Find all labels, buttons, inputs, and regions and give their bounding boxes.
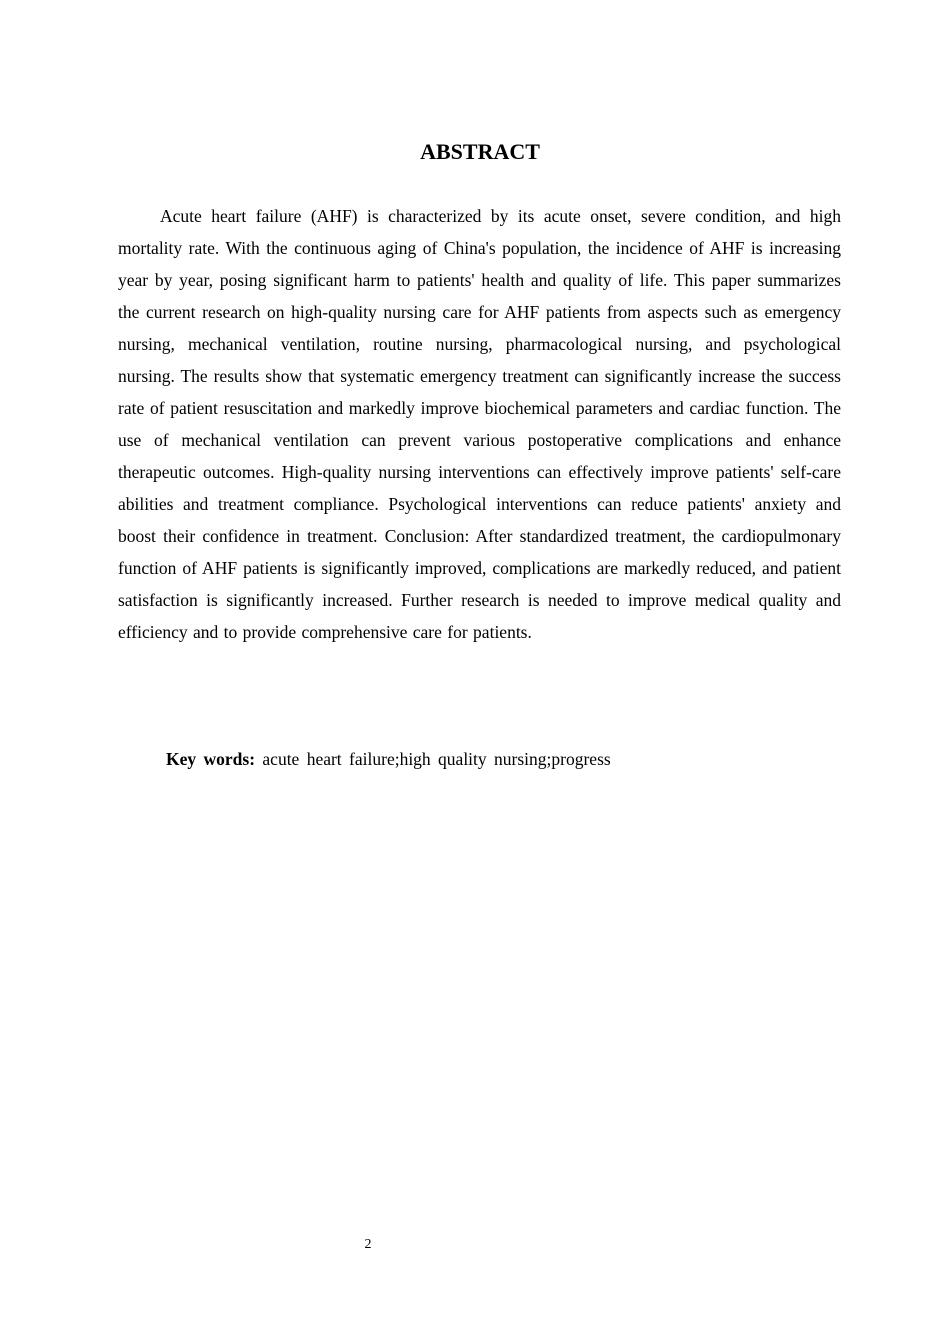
keywords-value: acute heart failure;high quality nursing;progress [262,749,611,769]
abstract-heading: ABSTRACT [420,139,540,164]
keywords-line [166,744,846,774]
keywords-label: Key words: [166,749,256,769]
page-number: 2 [364,1237,372,1252]
abstract-paragraph: Acute heart failure (AHF) is characterized by its acute onset, severe condition, and high mortality rate. With the continuous aging of China's population, the incidence of AHF is increasing year by year, posing significant harm to patients' health and quality of life. This paper summarizes the current research on high-quality nursing care for AHF patients from aspects such as emergency nursing, mechanical ventilation, routine nursing, pharmacological nursing, and psychological nursing. The results show that systematic emergency treatment can significantly increase the success rate of patient resuscitation and markedly improve biochemical parameters and cardiac function. The use of mechanical ventilation can prevent various postoperative complications and enhance therapeutic outcomes. High-quality nursing interventions can effectively improve patients' self-care abilities and treatment compliance. Psychological interventions can reduce patients' anxiety and boost their confidence in treatment. Conclusion: After standardized treatment, the cardiopulmonary function of AHF patients is significantly improved, complications are markedly reduced, and patient satisfaction is significantly increased. Further research is needed to improve medical quality and efficiency and to provide comprehensive care for patients. [118,206,841,642]
